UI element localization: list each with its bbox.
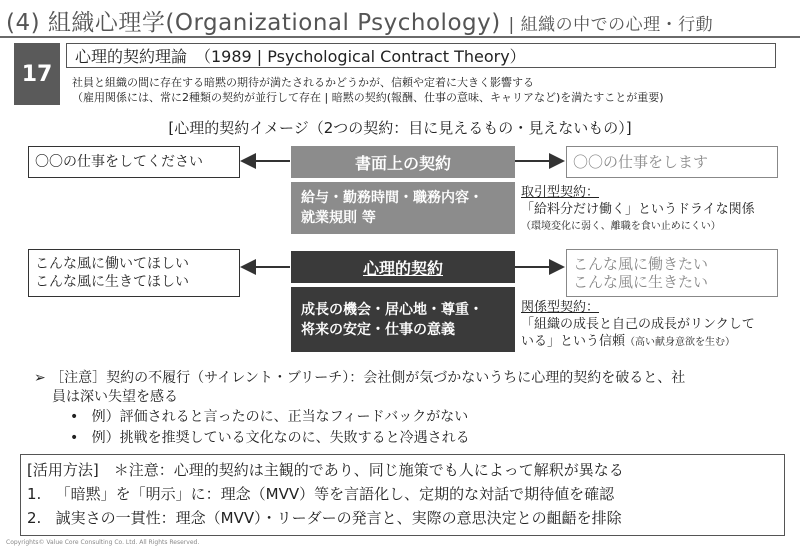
company-expectation-written: [28, 146, 240, 178]
relational-contract-desc: [521, 299, 755, 351]
note-bullet-icon: ➢: [34, 370, 46, 386]
transactional-contract-label: 取引型契約：: [521, 185, 600, 200]
example-bullet-icon: •: [70, 409, 79, 425]
usage-item-1: [21, 482, 784, 506]
psych-contract-body-line-1: 成長の機会・居心地・尊重・: [301, 301, 483, 318]
topic-title: 心理的契約理論 （1989 | Psychological Contract Theory）: [66, 43, 776, 68]
transactional-contract-desc: [521, 184, 755, 235]
written-contract-body-line-2: 就業規則 等: [301, 210, 376, 226]
usage-item-number: 2.: [27, 509, 42, 527]
page-title-main: (4) 組織心理学(Organizational Psychology): [6, 10, 501, 36]
usage-item-2: [21, 506, 784, 530]
company-expectation-psych-line-1: こんな風に働いてほしい: [35, 256, 189, 272]
relational-contract-desc-3: （高い献身意欲を生む）: [625, 337, 736, 348]
usage-item-text: 「暗黙」を「明示」に：理念（MVV）等を言語化し、定期的な対話で期待値を確認: [55, 485, 615, 503]
copyright: Copyrights© Value Core Consulting Co. Ltd. All Rights Reserved.: [6, 539, 200, 546]
company-expectation-psych: [28, 249, 240, 297]
written-contract-body: [291, 182, 515, 234]
relational-contract-label: 関係型契約：: [521, 300, 600, 315]
usage-item-text: 誠実さの一貫性：理念（MVV）・リーダーの発言と、実際の意思決定との齟齬を排除: [55, 509, 622, 527]
employee-response-psych-line-1: こんな風に働きたい: [573, 255, 709, 273]
employee-response-written: [566, 146, 778, 178]
company-expectation-psych-line-2: こんな風に生きてほしい: [35, 274, 189, 290]
employee-response-written-text: 〇〇の仕事をします: [573, 153, 709, 171]
note-line-1: ［注意］契約の不履行（サイレント・ブリーチ）：会社側が気づかないうちに心理的契約を破ると、社: [50, 370, 686, 386]
silent-breach-note: [34, 369, 685, 407]
written-contract-body-line-1: 給与・勤務時間・職務内容・: [301, 190, 483, 206]
employee-response-psych: [566, 249, 778, 297]
psych-contract-body-line-2: 将来の安定・仕事の意義: [301, 321, 455, 338]
employee-response-psych-line-2: こんな風に生きたい: [573, 273, 709, 291]
usage-heading: [活用方法] ＊注意：心理的契約は主観的であり、同じ施策でも人によって解釈が異なる: [27, 461, 624, 479]
relational-contract-desc-1: 「組織の成長と自己の成長がリンクして: [521, 317, 755, 332]
psych-contract-header: 心理的契約: [291, 251, 515, 283]
company-expectation-written-text: 〇〇の仕事をしてください: [35, 154, 203, 170]
psych-contract-body: [291, 287, 515, 352]
summary-line-2: （雇用関係には、常に2種類の契約が並行して存在 | 暗黙の契約(報酬、仕事の意味、キャリアなど)を満たすことが重要): [72, 91, 664, 104]
transactional-contract-desc-1: 「給料分だけ働く」というドライな関係: [521, 202, 755, 217]
note-line-1-row: [34, 369, 685, 388]
note-example-2: [70, 428, 470, 448]
diagram-title: [心理的契約イメージ（2つの契約：目に見えるもの・見えないもの）]: [168, 119, 632, 137]
relational-contract-desc-2-row: [521, 333, 755, 351]
example-text: 例）評価されると言ったのに、正当なフィードバックがない: [91, 409, 469, 425]
written-contract-header: 書面上の契約: [291, 146, 515, 178]
note-example-1: [70, 407, 468, 427]
page-subtitle: | 組織の中での心理・行動: [508, 15, 714, 35]
relational-contract-desc-2: いる」という信頼: [521, 334, 626, 349]
topic-number: 17: [14, 43, 60, 105]
usage-item-number: 1.: [27, 485, 42, 503]
transactional-contract-desc-2: （環境変化に弱く、離職を食い止めにくい）: [521, 221, 721, 232]
example-text: 例）挑戦を推奨している文化なのに、失敗すると冷遇される: [91, 430, 470, 446]
usage-box: [20, 454, 785, 536]
example-bullet-icon: •: [70, 430, 79, 446]
note-line-2: 員は深い失望を感る: [52, 389, 178, 405]
summary-line-1: 社員と組織の間に存在する暗黙の期待が満たされるかどうかが、信頼や定着に大きく影響する: [72, 76, 534, 89]
